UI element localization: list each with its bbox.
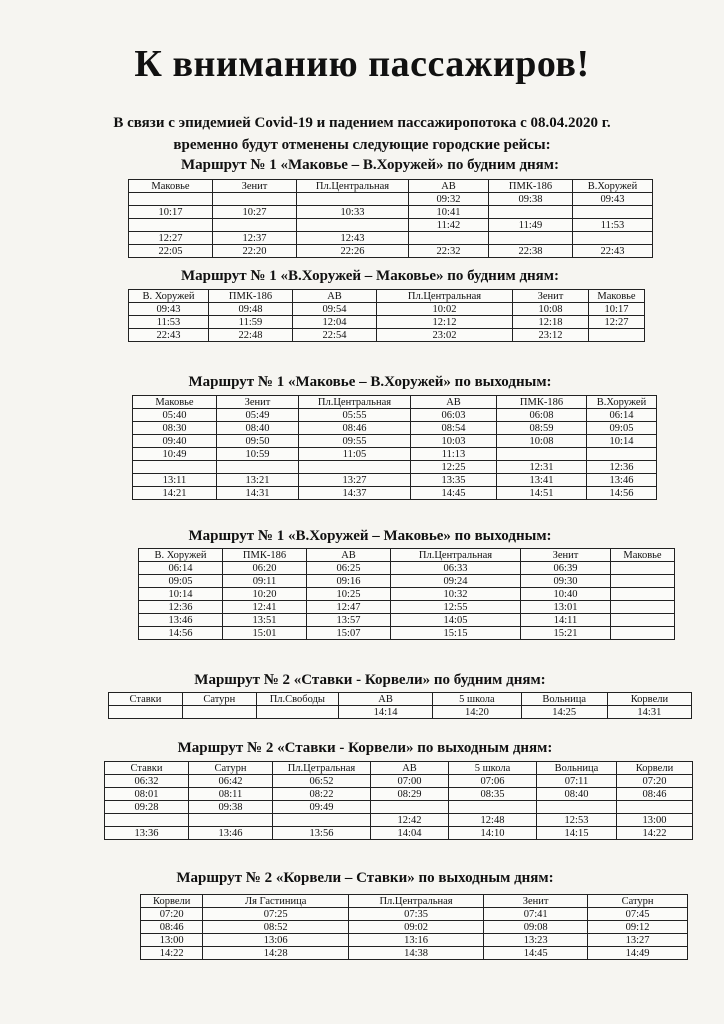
time-cell: 09:49 [273,801,371,814]
column-header: Корвели [607,693,691,706]
time-cell: 22:20 [213,245,297,258]
column-header: Сатурн [588,895,688,908]
column-header: Пл.Свободы [256,693,338,706]
time-cell: 10:59 [217,448,299,461]
timetable [104,761,693,840]
time-cell: 07:45 [588,908,688,921]
table-row [129,245,653,258]
time-cell: 09:16 [307,575,391,588]
column-header: В. Хоружей [139,549,223,562]
time-cell: 09:40 [133,435,217,448]
time-cell: 13:27 [588,934,688,947]
table-row [139,614,675,627]
time-cell: 11:53 [129,316,209,329]
timetable [128,179,653,258]
column-header: Зенит [213,180,297,193]
time-cell: 13:00 [141,934,203,947]
time-cell: 15:15 [391,627,521,640]
time-cell: 12:55 [391,601,521,614]
time-cell: 12:31 [497,461,587,474]
route-heading: Маршрут № 2 «Ставки - Корвели» по будним дням: [194,672,546,688]
time-cell: 06:14 [139,562,223,575]
time-cell [182,706,256,719]
time-cell: 15:07 [307,627,391,640]
table-row [133,448,657,461]
time-cell: 09:38 [189,801,273,814]
column-header: Пл.Центральная [348,895,483,908]
time-cell: 14:05 [391,614,521,627]
time-cell: 14:10 [449,827,537,840]
time-cell: 10:40 [521,588,611,601]
table-row [105,814,693,827]
time-cell: 11:53 [573,219,653,232]
time-cell: 14:31 [607,706,691,719]
time-cell: 05:40 [133,409,217,422]
time-cell [105,814,189,827]
table-row [133,474,657,487]
time-cell: 11:59 [209,316,293,329]
time-cell: 14:15 [537,827,617,840]
table-row [141,947,688,960]
time-cell: 10:25 [307,588,391,601]
column-header: Пл.Центральная [391,549,521,562]
time-cell: 22:05 [129,245,213,258]
time-cell: 08:40 [537,788,617,801]
timetable [132,395,657,500]
intro-line-2: временно будут отменены следующие городские рейсы: [173,137,551,153]
time-cell [589,329,645,342]
time-cell: 13:41 [497,474,587,487]
time-cell [189,814,273,827]
time-cell: 11:49 [489,219,573,232]
column-header: Маковье [133,396,217,409]
column-header: В. Хоружей [129,290,209,303]
time-cell: 09:32 [409,193,489,206]
time-cell: 10:33 [297,206,409,219]
column-header: Пл.Центральная [299,396,411,409]
time-cell: 10:02 [377,303,513,316]
time-cell: 08:29 [371,788,449,801]
time-cell: 09:38 [489,193,573,206]
table-row [139,627,675,640]
time-cell: 13:11 [133,474,217,487]
time-cell: 10:14 [139,588,223,601]
time-cell: 14:20 [433,706,521,719]
time-cell: 12:36 [587,461,657,474]
column-header: АВ [307,549,391,562]
time-cell [133,461,217,474]
column-header: Вольница [537,762,617,775]
column-header: 5 школа [449,762,537,775]
time-cell [489,232,573,245]
table-row [109,706,692,719]
time-cell: 14:25 [521,706,607,719]
time-cell: 13:46 [189,827,273,840]
timetable [128,289,645,342]
table-row [129,303,645,316]
time-cell: 14:21 [133,487,217,500]
time-cell: 06:14 [587,409,657,422]
time-cell: 12:04 [293,316,377,329]
time-cell: 08:01 [105,788,189,801]
time-cell: 23:12 [513,329,589,342]
column-header: ПМК-186 [223,549,307,562]
time-cell: 08:59 [497,422,587,435]
time-cell: 06:03 [411,409,497,422]
column-header: Пл.Цетральная [273,762,371,775]
time-cell: 12:36 [139,601,223,614]
time-cell: 07:11 [537,775,617,788]
time-cell: 12:27 [129,232,213,245]
time-cell: 14:28 [203,947,349,960]
table-row [139,575,675,588]
column-header: АВ [371,762,449,775]
time-cell: 12:18 [513,316,589,329]
time-cell: 12:43 [297,232,409,245]
table-row [129,193,653,206]
column-header: Зенит [513,290,589,303]
time-cell: 10:17 [129,206,213,219]
time-cell: 10:20 [223,588,307,601]
time-cell: 12:48 [449,814,537,827]
table-row [141,921,688,934]
time-cell [611,575,675,588]
time-cell: 10:41 [409,206,489,219]
time-cell: 14:37 [299,487,411,500]
time-cell: 10:14 [587,435,657,448]
time-cell: 07:25 [203,908,349,921]
time-cell: 09:05 [139,575,223,588]
time-cell: 14:38 [348,947,483,960]
time-cell: 13:23 [484,934,588,947]
time-cell: 10:32 [391,588,521,601]
column-header: Маковье [589,290,645,303]
time-cell: 08:46 [299,422,411,435]
time-cell: 12:53 [537,814,617,827]
time-cell [371,801,449,814]
time-cell: 06:08 [497,409,587,422]
time-cell [217,461,299,474]
column-header: Вольница [521,693,607,706]
time-cell [297,193,409,206]
table-row [133,422,657,435]
time-cell: 06:33 [391,562,521,575]
time-cell [129,219,213,232]
column-header: Корвели [617,762,693,775]
time-cell: 08:22 [273,788,371,801]
time-cell: 14:22 [141,947,203,960]
route-heading: Маршрут № 2 «Ставки - Корвели» по выходным дням: [177,740,553,756]
time-cell: 13:35 [411,474,497,487]
time-cell [273,814,371,827]
table-row [141,908,688,921]
table-row [105,827,693,840]
time-cell: 05:55 [299,409,411,422]
time-cell [497,448,587,461]
time-cell: 09:05 [587,422,657,435]
column-header: Маковье [129,180,213,193]
time-cell [617,801,693,814]
time-cell: 09:55 [299,435,411,448]
time-cell: 10:17 [589,303,645,316]
column-header: Зенит [521,549,611,562]
time-cell: 07:06 [449,775,537,788]
table-row [133,409,657,422]
column-header: Сатурн [189,762,273,775]
time-cell: 13:27 [299,474,411,487]
route-heading: Маршрут № 1 «В.Хоружей – Маковье» по выходным: [188,528,552,544]
time-cell [297,219,409,232]
time-cell: 14:11 [521,614,611,627]
column-header: В.Хоружей [587,396,657,409]
column-header: Ля Гастиница [203,895,349,908]
time-cell: 06:20 [223,562,307,575]
column-header: 5 школа [433,693,521,706]
time-cell: 22:32 [409,245,489,258]
time-cell: 09:12 [588,921,688,934]
table-row [105,801,693,814]
route-heading: Маршрут № 1 «Маковье – В.Хоружей» по будним дням: [181,157,559,173]
time-cell [573,206,653,219]
column-header: В.Хоружей [573,180,653,193]
time-cell [489,206,573,219]
time-cell: 07:35 [348,908,483,921]
time-cell: 11:13 [411,448,497,461]
table-row [141,934,688,947]
table-row [133,435,657,448]
route-heading: Маршрут № 1 «В.Хоружей – Маковье» по будним дням: [181,268,559,284]
time-cell: 13:56 [273,827,371,840]
table-header-row [129,180,653,193]
table-row [129,206,653,219]
time-cell: 07:20 [617,775,693,788]
table-header-row [129,290,645,303]
time-cell [213,193,297,206]
time-cell [129,193,213,206]
time-cell [611,588,675,601]
time-cell: 08:52 [203,921,349,934]
time-cell: 13:36 [105,827,189,840]
column-header: Ставки [105,762,189,775]
time-cell: 08:11 [189,788,273,801]
table-row [105,788,693,801]
time-cell: 09:43 [129,303,209,316]
table-row [139,601,675,614]
time-cell: 12:27 [589,316,645,329]
time-cell: 09:28 [105,801,189,814]
time-cell [611,614,675,627]
time-cell: 10:08 [497,435,587,448]
time-cell [611,601,675,614]
column-header: Пл.Центральная [297,180,409,193]
time-cell: 09:30 [521,575,611,588]
column-header: АВ [409,180,489,193]
time-cell: 09:11 [223,575,307,588]
time-cell: 15:01 [223,627,307,640]
table-row [133,461,657,474]
page-title: К вниманию пассажиров! [134,43,590,85]
time-cell [611,562,675,575]
time-cell [587,448,657,461]
time-cell: 08:46 [141,921,203,934]
time-cell: 06:39 [521,562,611,575]
table-header-row [141,895,688,908]
time-cell: 09:43 [573,193,653,206]
column-header: ПМК-186 [497,396,587,409]
table-header-row [139,549,675,562]
column-header: ПМК-186 [209,290,293,303]
time-cell: 07:00 [371,775,449,788]
time-cell: 11:42 [409,219,489,232]
time-cell: 13:00 [617,814,693,827]
time-cell [537,801,617,814]
table-row [129,232,653,245]
timetable [140,894,688,960]
table-row [129,329,645,342]
time-cell: 08:30 [133,422,217,435]
time-cell: 10:49 [133,448,217,461]
time-cell [299,461,411,474]
time-cell [611,627,675,640]
time-cell: 09:50 [217,435,299,448]
time-cell: 13:51 [223,614,307,627]
time-cell: 22:54 [293,329,377,342]
time-cell: 06:52 [273,775,371,788]
time-cell: 12:25 [411,461,497,474]
table-row [139,588,675,601]
timetable [108,692,692,719]
time-cell: 10:08 [513,303,589,316]
table-row [105,775,693,788]
intro-line-1: В связи с эпидемией Covid-19 и падением пассажиропотока с 08.04.2020 г. [113,115,611,131]
route-heading: Маршрут № 2 «Корвели – Ставки» по выходным дням: [176,870,554,886]
time-cell: 13:46 [139,614,223,627]
time-cell: 14:31 [217,487,299,500]
time-cell: 14:51 [497,487,587,500]
time-cell: 22:26 [297,245,409,258]
time-cell: 06:32 [105,775,189,788]
timetable [138,548,675,640]
time-cell: 14:56 [139,627,223,640]
time-cell: 13:21 [217,474,299,487]
column-header: Пл.Центральная [377,290,513,303]
column-header: АВ [411,396,497,409]
column-header: ПМК-186 [489,180,573,193]
column-header: Ставки [109,693,183,706]
time-cell: 08:40 [217,422,299,435]
column-header: Сатурн [182,693,256,706]
time-cell: 14:49 [588,947,688,960]
column-header: Корвели [141,895,203,908]
time-cell: 14:56 [587,487,657,500]
time-cell: 09:24 [391,575,521,588]
table-row [129,316,645,329]
column-header: АВ [293,290,377,303]
time-cell: 06:42 [189,775,273,788]
time-cell: 05:49 [217,409,299,422]
route-heading: Маршрут № 1 «Маковье – В.Хоружей» по выходным: [188,374,552,390]
time-cell: 09:08 [484,921,588,934]
time-cell: 13:01 [521,601,611,614]
table-row [139,562,675,575]
time-cell [573,232,653,245]
table-header-row [109,693,692,706]
time-cell [256,706,338,719]
time-cell [109,706,183,719]
table-row [133,487,657,500]
table-row [129,219,653,232]
time-cell: 15:21 [521,627,611,640]
time-cell: 10:27 [213,206,297,219]
time-cell: 13:46 [587,474,657,487]
time-cell: 13:57 [307,614,391,627]
time-cell: 14:45 [484,947,588,960]
table-header-row [133,396,657,409]
time-cell: 12:12 [377,316,513,329]
time-cell [449,801,537,814]
time-cell: 11:05 [299,448,411,461]
time-cell: 07:20 [141,908,203,921]
time-cell [409,232,489,245]
column-header: АВ [338,693,432,706]
time-cell: 09:02 [348,921,483,934]
time-cell: 06:25 [307,562,391,575]
time-cell: 22:43 [573,245,653,258]
column-header: Маковье [611,549,675,562]
time-cell: 10:03 [411,435,497,448]
time-cell: 22:48 [209,329,293,342]
time-cell: 12:47 [307,601,391,614]
column-header: Зенит [217,396,299,409]
time-cell: 14:04 [371,827,449,840]
time-cell: 08:54 [411,422,497,435]
time-cell: 09:48 [209,303,293,316]
time-cell: 22:43 [129,329,209,342]
time-cell: 13:16 [348,934,483,947]
time-cell: 23:02 [377,329,513,342]
time-cell: 22:38 [489,245,573,258]
time-cell: 13:06 [203,934,349,947]
column-header: Зенит [484,895,588,908]
time-cell: 14:22 [617,827,693,840]
time-cell: 08:35 [449,788,537,801]
time-cell: 12:41 [223,601,307,614]
time-cell: 09:54 [293,303,377,316]
time-cell: 14:45 [411,487,497,500]
time-cell: 12:37 [213,232,297,245]
time-cell: 07:41 [484,908,588,921]
time-cell: 08:46 [617,788,693,801]
time-cell: 14:14 [338,706,432,719]
intro-text [0,112,724,156]
table-header-row [105,762,693,775]
time-cell: 12:42 [371,814,449,827]
time-cell [213,219,297,232]
